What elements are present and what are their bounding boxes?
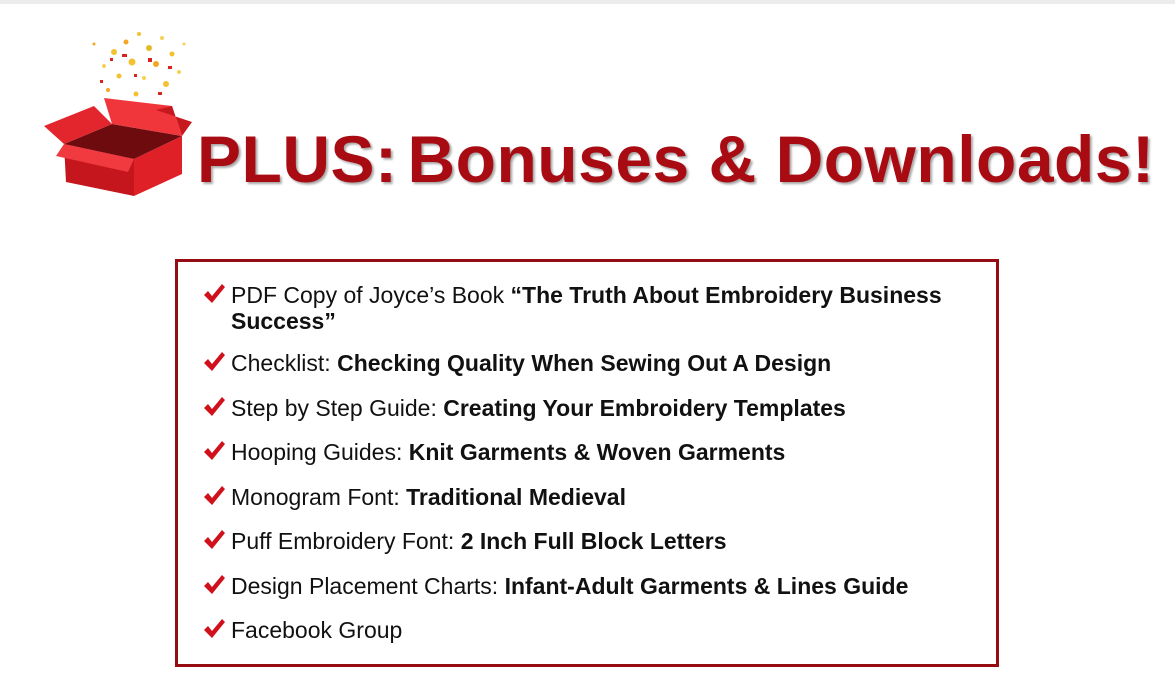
item-label: Facebook Group: [231, 617, 403, 643]
headline-prefix: PLUS:: [197, 122, 398, 196]
item-detail: “The Truth About Embroidery Business Success”: [231, 282, 942, 334]
item-label: PDF Copy of Joyce’s Book: [231, 282, 511, 308]
item-label: Design Placement Charts:: [231, 572, 505, 599]
headline-text: Bonuses & Downloads!: [407, 122, 1155, 196]
item-detail: Knit Garments & Woven Garments: [408, 439, 786, 465]
item-detail: Infant-Adult Garments & Lines Guide: [504, 572, 909, 599]
item-detail: 2 Inch Full Block Letters: [460, 528, 727, 554]
list-item: [202, 573, 982, 599]
checkmark-icon: [202, 350, 226, 374]
top-divider: [0, 0, 1175, 4]
item-label: Hooping Guides:: [231, 439, 409, 465]
checkmark-icon: [202, 395, 226, 419]
list-item: [202, 528, 982, 554]
list-item: [202, 617, 982, 643]
bonus-list-box: [175, 259, 999, 667]
list-item: [202, 395, 982, 421]
checkmark-icon: [202, 439, 226, 463]
list-item: [202, 484, 982, 510]
checkmark-icon: [202, 484, 226, 508]
bonus-list: [202, 282, 982, 662]
page-title: [197, 122, 1155, 196]
list-item: [202, 282, 982, 334]
item-label: Monogram Font:: [231, 483, 407, 510]
item-label: Puff Embroidery Font:: [231, 528, 461, 554]
item-label: Checklist:: [231, 350, 338, 376]
item-detail: Checking Quality When Sewing Out A Design: [337, 350, 832, 376]
list-item: [202, 439, 982, 465]
checkmark-icon: [202, 528, 226, 552]
item-detail: Creating Your Embroidery Templates: [443, 394, 846, 421]
item-label: Step by Step Guide:: [231, 394, 444, 421]
list-item: [202, 350, 982, 376]
checkmark-icon: [202, 282, 226, 306]
checkmark-icon: [202, 573, 226, 597]
item-detail: Traditional Medieval: [406, 483, 626, 510]
page-header: [40, 14, 1160, 204]
checkmark-icon: [202, 617, 226, 641]
gift-box-icon: [44, 14, 194, 199]
